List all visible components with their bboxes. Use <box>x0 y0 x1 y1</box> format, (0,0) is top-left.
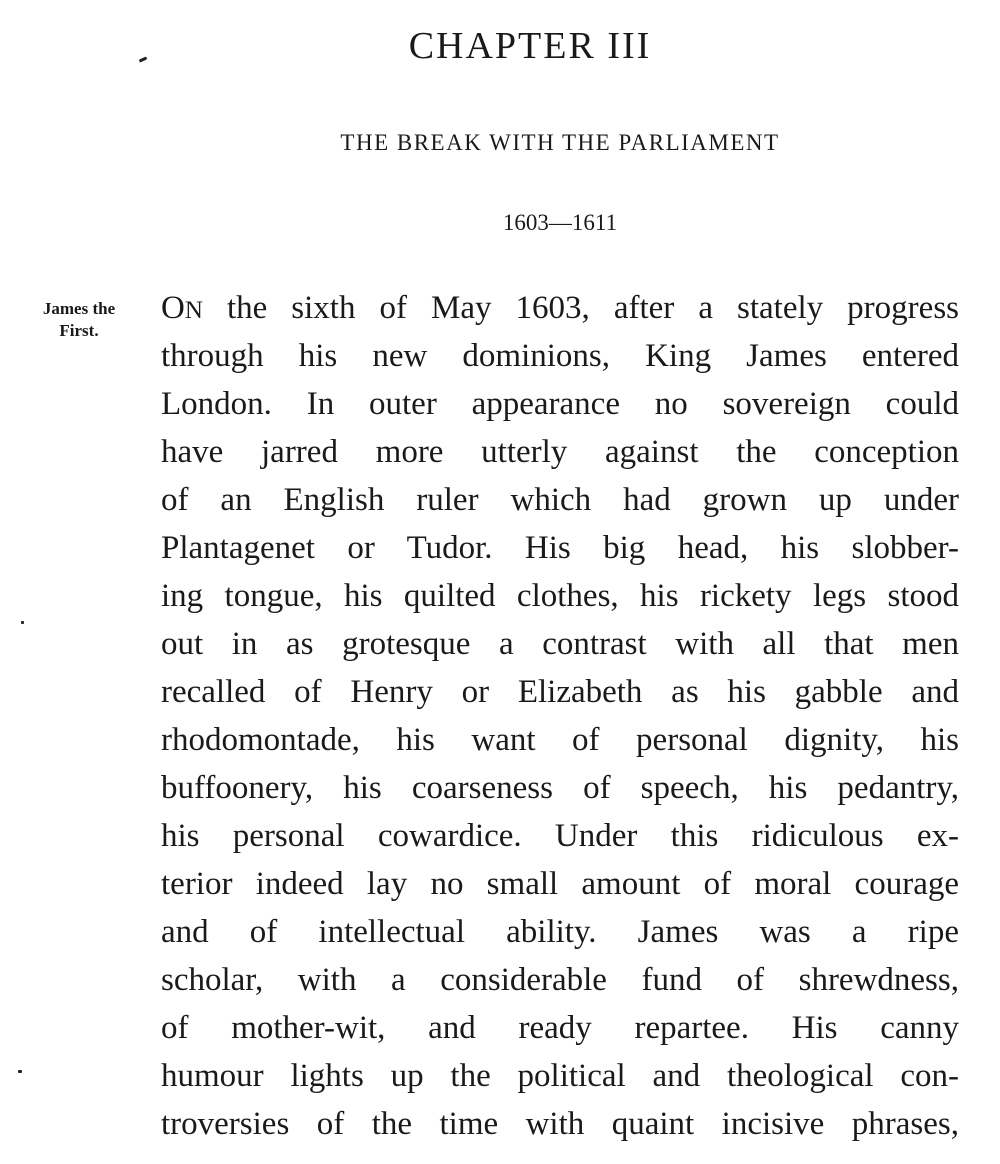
text-line: ing tongue, his quilted clothes, his rickety legs stood <box>161 578 959 614</box>
text-line: buffoonery, his coarseness of speech, his pedantry, <box>161 770 959 806</box>
text-line: Plantagenet or Tudor. His big head, his slobber- <box>161 530 959 566</box>
text-line: humour lights up the political and theological con- <box>161 1058 959 1094</box>
chapter-title: CHAPTER III <box>408 25 652 67</box>
text-line: terior indeed lay no small amount of moral courage <box>161 866 959 902</box>
text-line: have jarred more utterly against the conception <box>161 434 959 470</box>
text-line: ON the sixth of May 1603, after a stately progress <box>161 290 959 326</box>
text-line: of mother-wit, and ready repartee. His canny <box>161 1010 959 1046</box>
text-line: recalled of Henry or Elizabeth as his gabble and <box>161 674 959 710</box>
chapter-dates: 1603—1611 <box>502 210 618 235</box>
chapter-subtitle: THE BREAK WITH THE PARLIAMENT <box>340 130 780 155</box>
text-line: out in as grotesque a contrast with all that men <box>161 626 959 662</box>
ink-speck <box>21 621 24 624</box>
text-line: London. In outer appearance no sovereign could <box>161 386 959 422</box>
ink-speck <box>18 1070 22 1073</box>
text-line: his personal cowardice. Under this ridiculous ex- <box>161 818 959 854</box>
text-line: scholar, with a considerable fund of shrewdness, <box>161 962 959 998</box>
margin-note <box>14 298 144 342</box>
body-paragraph <box>161 284 959 1148</box>
text-line: and of intellectual ability. James was a ripe <box>161 914 959 950</box>
margin-note-line: James the <box>42 299 116 318</box>
text-line: troversies of the time with quaint incisive phrases, <box>161 1106 959 1142</box>
margin-note-line: First. <box>59 321 99 340</box>
text-line: rhodomontade, his want of personal dignity, his <box>161 722 959 758</box>
text-line: of an English ruler which had grown up under <box>161 482 959 518</box>
text-line: through his new dominions, King James entered <box>161 338 959 374</box>
